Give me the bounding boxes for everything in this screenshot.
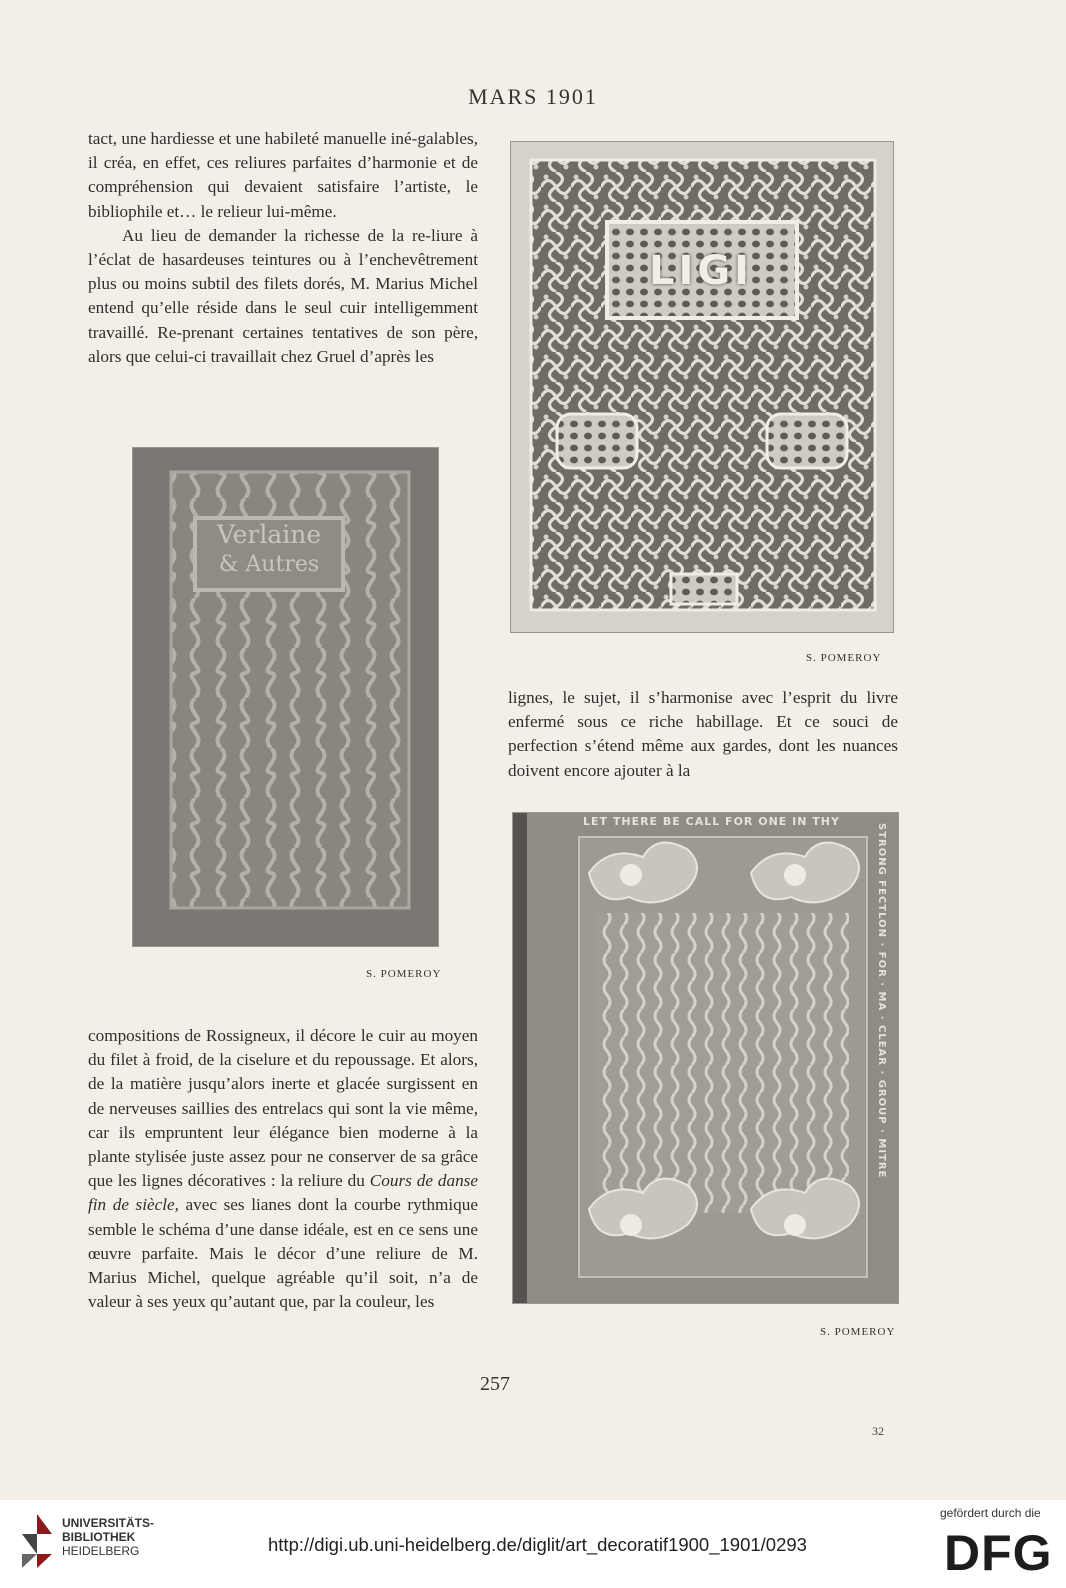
permalink-url[interactable]: http://digi.ub.uni-heidelberg.de/diglit/art_decoratif1900_1901/0293	[268, 1534, 807, 1555]
book-title-italic: Cours de danse fin de siècle,	[88, 1171, 478, 1215]
dfg-logo: DFG	[944, 1525, 1053, 1581]
paragraph-3-start: compositions de Rossigneux, il décore le cuir au moyen du filet à froid, de la ciselure et du repoussage. Et alors, de la matière jusqu’alors inerte et glacée surgissent en de nerveuses saillies des entrelacs qui sont la vie même, car ils empruntent leur élégance bien moderne à la plante stylisée juste assez pour ne conserver de sa grâce que les lignes décoratives : la reliure du	[88, 1026, 478, 1191]
binding-figure-ligi	[510, 141, 894, 633]
binding-image-ligi	[511, 142, 893, 632]
library-name	[62, 1516, 154, 1558]
text-column-top	[88, 127, 478, 369]
figure-caption-left: S. POMEROY	[366, 968, 442, 980]
library-name-line-1: UNIVERSITÄTS-	[62, 1516, 155, 1530]
digitization-footer	[0, 1500, 1066, 1588]
text-column-middle-right: lignes, le sujet, il s’harmonise avec l’esprit du livre enfermé sous ce riche habillage. Et ce souci de perfection s’étend même aux gardes, dont les nuances doivent encore ajouter à la	[508, 688, 898, 780]
library-logo-icon	[20, 1512, 54, 1570]
signature-mark: 32	[872, 1424, 884, 1438]
running-header: MARS 1901	[468, 84, 598, 109]
paragraph-1: tact, une hardiesse et une habileté manuelle iné-galables, il créa, en effet, ces reliures parfaites d’harmonie et de compréhension qui devaient satisfaire l’artiste, le bibliophile et… le relieur lui-même.	[88, 129, 478, 221]
binding-figure-clouds	[512, 812, 899, 1304]
library-name-line-3: HEIDELBERG	[62, 1544, 140, 1558]
page-number: 257	[480, 1373, 510, 1395]
library-name-line-2: BIBLIOTHEK	[62, 1530, 136, 1544]
figure-caption-top-right: S. POMEROY	[806, 652, 882, 664]
binding-side-inscription: STRONG FECTLON · FOR · MA · CLEAR · GROUP · MITRE	[876, 823, 887, 1179]
binding-top-inscription: LET THERE BE CALL FOR ONE IN THY	[583, 815, 840, 828]
binding-figure-verlaine	[132, 447, 439, 947]
binding-cover-title-verlaine-2: & Autres	[218, 552, 320, 577]
paragraph-3-end: avec ses lianes dont la courbe rythmique semble le schéma d’une danse idéale, est en ce sens une œuvre parfaite. Mais le décor d’une reliure de M. Marius Michel, quelque agréable qu’il soit, n’a de valeur à ses yeux qu’autant que, par la couleur, les	[88, 1195, 478, 1312]
funded-by-label: gefördert durch die	[940, 1506, 1041, 1520]
binding-cover-title-ligi: LIGI	[648, 248, 754, 294]
text-column-bottom-left	[88, 1024, 478, 1314]
binding-image-clouds	[513, 813, 898, 1303]
paragraph-2: Au lieu de demander la richesse de la re-liure à l’éclat de hasardeuses teintures ou à l’enchevêtrement plus ou moins subtil des filets dorés, M. Marius Michel entend qu’elle réside dans le seul cuir intelligemment travaillé. Re-prenant certaines tentatives de son père, alors que celui-ci travaillait chez Gruel d’après les	[88, 225, 478, 366]
figure-caption-bottom-right: S. POMEROY	[820, 1326, 896, 1338]
binding-cover-title-verlaine-1: Verlaine	[216, 520, 322, 549]
